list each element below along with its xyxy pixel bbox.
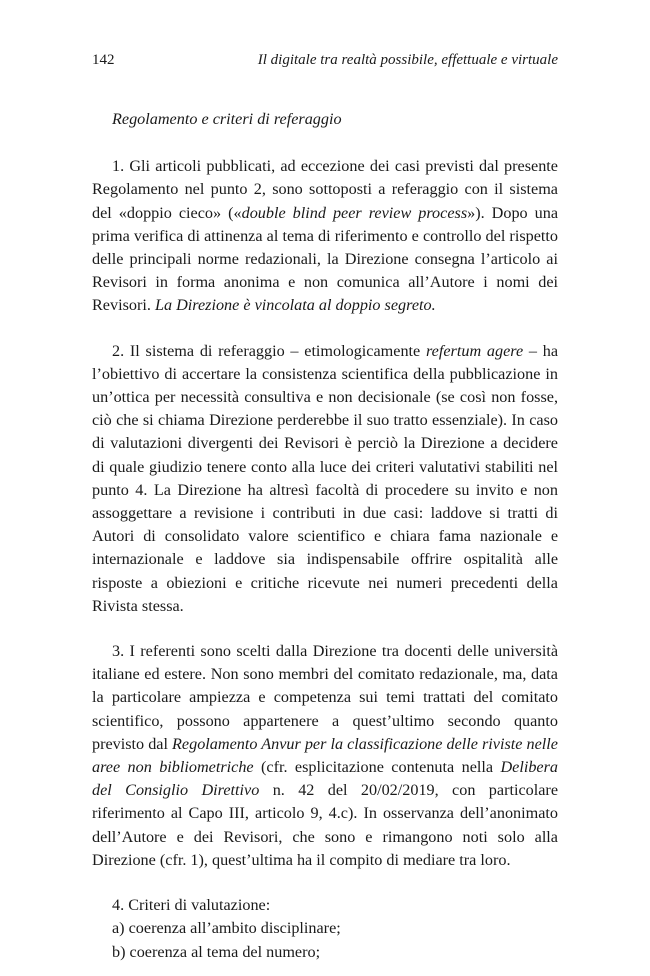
criteria-list xyxy=(92,894,558,964)
list-item: a) coerenza all’ambito disciplinare; xyxy=(112,919,341,938)
paragraph-2-italic: refertum agere xyxy=(425,341,524,360)
paragraph-1-text-cont: »). Dopo una prima verifica di attinenza al tema di riferimento e controllo del rispetto delle principali norme redazionali, la Direzione consegna l’articolo ai Revisori in forma anonima e non comunica all’Autore i nomi dei Revisori. xyxy=(92,203,559,315)
paragraph-2 xyxy=(92,340,558,618)
page-header xyxy=(92,52,558,74)
running-head: Il digitale tra realtà possibile, effettuale e virtuale xyxy=(257,52,558,68)
page-number: 142 xyxy=(92,52,115,68)
section-title: Regolamento e criteri di referaggio xyxy=(112,110,342,128)
page-body xyxy=(92,108,558,964)
paragraph-2-text: 2. Il sistema di referaggio – etimologicamente xyxy=(112,341,426,360)
paragraph-3 xyxy=(92,640,558,872)
paragraph-1 xyxy=(92,155,558,317)
paragraph-1-italic-end: La Direzione è vincolata al doppio segreto. xyxy=(154,296,436,315)
paragraph-3-italic-delibera: Delibera del Consiglio Direttivo xyxy=(92,758,558,800)
paragraph-3-text-end: n. 42 del 20/02/2019, con particolare riferimento al Capo III, articolo 9, 4.c). In osservanza dell’anonimato dell’Autore e dei Revisori, che sono e rimangono noti solo alla Direzione (cfr. 1), quest’ultima ha il compito di mediare tra loro. xyxy=(92,781,558,869)
paragraph-1-text: 1. Gli articoli pubblicati, ad eccezione dei casi previsti dal presente Regolamento nel punto 2, sono sottoposti a referaggio con il sistema del «doppio cieco» (« xyxy=(92,157,558,222)
paragraph-2-text-cont: – ha l’obiettivo di accertare la consistenza scientifica della pubblicazione in un’ottica per necessità consultiva e non decisionale (se così non fosse, ciò che si chiama Direzione perderebbe il suo tratto essenziale). In caso di valutazioni divergenti dei Revisori è perciò la Direzione a decidere di quale giudizio tenere conto alla luce dei criteri valutativi stabiliti nel punto 4. La Direzione ha altresì facoltà di procedere su invito e non assoggettare a revisione i contributi in due casi: laddove si tratti di Autori di consolidato valore scientifico e chiara fama nazionale e internazionale e laddove sia indispensabile offrire ospitalità alle risposte a obiezioni e critiche ricevute nei numeri precedenti della Rivista stessa. xyxy=(92,341,559,615)
paragraph-3-italic-regolamento: Regolamento Anvur per la classificazione delle riviste nelle aree non bibliometriche xyxy=(92,734,558,777)
paragraph-3-text-cont: (cfr. esplicitazione contenuta nella xyxy=(253,758,501,777)
criteria-lead: 4. Criteri di valutazione: xyxy=(112,896,271,915)
paragraph-1-italic: double blind peer review process xyxy=(241,203,468,222)
paragraph-3-text: 3. I referenti sono scelti dalla Direzione tra docenti delle università italiane ed estere. Non sono membri del comitato redazionale, ma, data la particolare ampiezza e competenza sui temi trattati del comitato scientifico, possono appartenere a quest’ultimo secondo quanto previsto dal xyxy=(92,642,558,753)
list-item: b) coerenza al tema del numero; xyxy=(112,942,321,961)
